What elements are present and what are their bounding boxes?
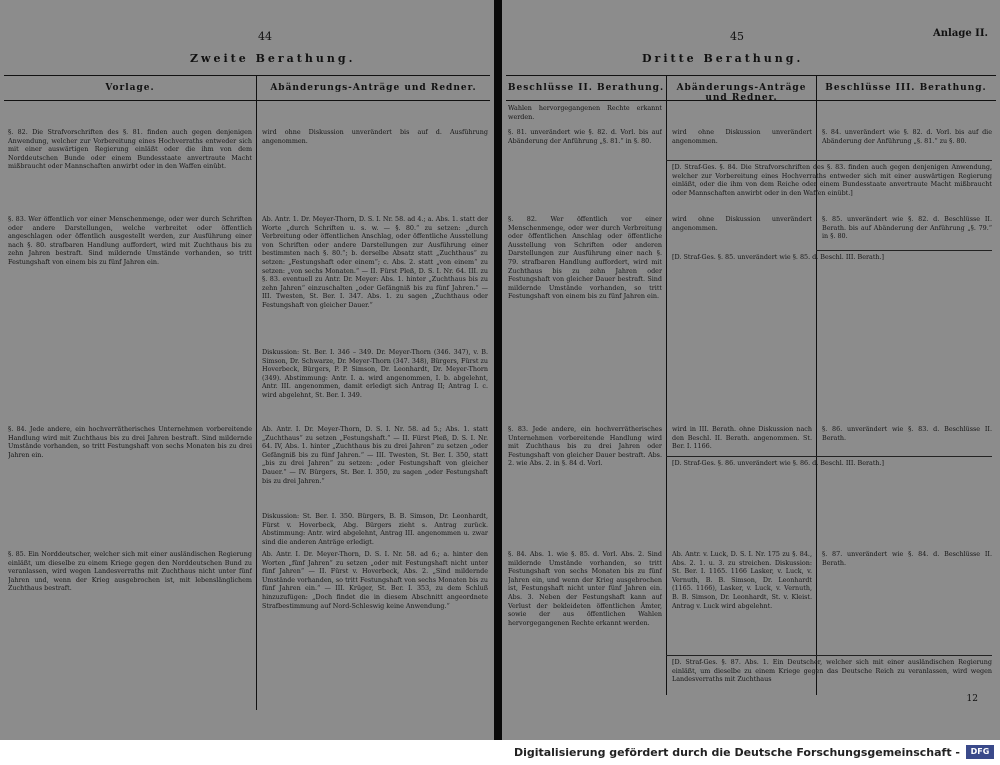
beschluss3-paragraph-86: §. 86. unverändert wie §. 83. d. Beschlüsse II. Berath. — [822, 425, 992, 442]
footnote-straf-ges-86: [D. Straf-Ges. §. 86. unverändert wie §. 86. d. Beschl. III. Berath.] — [672, 459, 885, 467]
column-header-antraege-3: Abänderungs-Anträge und Redner. — [676, 83, 807, 103]
footnote-rule-85 — [816, 250, 992, 251]
header-rule-bottom — [4, 100, 490, 101]
antrag-paragraph-83: Ab. Antr. 1. Dr. Meyer-Thorn, D. S. I. Nr. 58. ad 4.; a. Abs. 1. statt der Worte „durch Schriften u. s. w. — §. 80.“ zu setzen: „durch Verbreitung oder öffentlichen Anschlag, oder öffentliche Ausstellung von Schriften oder andere Darstellungen zur Ausführung einer bestimmten nach §. 80.“; b. derselbe Absatz statt „Zuchthaus“ zu setzen: „Festungshaft oder einem“; c. Abs. 2. statt „von einem“ zu setzen: „von sechs Monaten.“ — II. Fürst Pleß, D. S. I. Nr. 64. III. zu §. 83. eventuell zu Antr. Dr. Meyer: Abs. 1. hinter „Zuchthaus bis zu zehn Jahren“ einzuschalten „oder Gefängniß bis zu fünf Jahren.“ — III. Twesten, St. Ber. I. 347. Abs. 1. zu sagen „Zuchthaus oder Festungshaft von gleicher Dauer.“ — [262, 215, 488, 309]
beschluss3-paragraph-87: §. 87. unverändert wie §. 84. d. Beschlüsse II. Berath. — [822, 550, 992, 567]
antrag-paragraph-82: wird ohne Diskussion unverändert bis auf d. Ausführung angenommen. — [262, 128, 488, 145]
dfg-logo-icon: DFG — [966, 745, 994, 759]
footnote-rule-84 — [666, 160, 992, 161]
footer-credit-text: Digitalisierung gefördert durch die Deutsche Forschungsgemeinschaft - — [513, 746, 960, 759]
footnote-straf-ges-87: [D. Straf-Ges. §. 87. Abs. 1. Ein Deutscher, welcher sich mit einer ausländischen Regierung einläßt, um dieselbe zu einem Kriege gegen das Deutsche Reich zu veranlassen, wird wegen Landesverraths mit Zuchthaus — [672, 658, 992, 684]
footnote-straf-ges-85: [D. Straf-Ges. §. 85. unverändert wie §. 85. d. Beschl. III. Berath.] — [672, 253, 885, 261]
antrag3-paragraph-81: wird ohne Diskussion unverändert angenommen. — [672, 128, 812, 145]
beschluss3-paragraph-84: §. 84. unverändert wie §. 82. d. Vorl. bis auf die Abänderung der Anführung „§. 81.“ zu §. 80. — [822, 128, 992, 145]
column-divider — [256, 75, 257, 710]
right-page-number: 45 — [730, 30, 744, 43]
left-section-title: Zweite Berathung. — [190, 52, 356, 65]
vorlage-paragraph-85: §. 85. Ein Norddeutscher, welcher sich mit einer ausländischen Regierung einläßt, um dieselbe zu einem Kriege gegen den Norddeutschen Bund zu veranlassen, wird wegen Landesverraths mit Zuchthaus nicht unter fünf Jahren und, wenn der Krieg ausgebrochen ist, mit lebenslänglichem Zuchthaus bestraft. — [8, 550, 252, 593]
column-header-antraege: Abänderungs-Anträge und Redner. — [270, 83, 477, 93]
beschluss3-paragraph-85: §. 85. unverändert wie §. 82. d. Beschlüsse II. Berath. bis auf Abänderung der Anführung „§. 79.“ in §. 80. — [822, 215, 992, 241]
vorlage-paragraph-84: §. 84. Jede andere, ein hochverrätherisches Unternehmen vorbereitende Handlung wird mit Zuchthaus bis zu drei Jahren bestraft. Sind mildernde Umstände vorhanden, so tritt Festungshaft von sechs Monaten bis zu drei Jahren ein. — [8, 425, 252, 459]
beschluss2-paragraph-83: §. 83. Jede andere, ein hochverrätherisches Unternehmen vorbereitende Handlung wird mit Zuchthaus bis zu drei Jahren oder Festungshaft von gleicher Dauer bestraft. Abs. 2. wie Abs. 2. in §. 84 d. Vorl. — [508, 425, 662, 468]
beschluss2-paragraph-84: §. 84. Abs. 1. wie §. 85. d. Vorl. Abs. 2. Sind mildernde Umstände vorhanden, so tritt Festungshaft von sechs Monaten bis zu fünf Jahren ein, und wenn der Krieg ausgebrochen ist, Festungshaft nicht unter fünf Jahren ein. Abs. 3. Neben der Festungshaft kann auf Verlust der bekleideten öffentlichen Ämter, sowie der aus öffentlichen Wahlen hervorgegangenen Rechte erkannt werden. — [508, 550, 662, 627]
footnote-straf-ges-84: [D. Straf-Ges. §. 84. Die Strafvorschriften des §. 83. finden auch gegen denjenigen Anwendung, welcher zur Vorbereitung eines Hochverraths entweder sich mit einer auswärtigen Regierung einläßt, oder die ihm von dem Reiche oder einem Bundesstaate anvertraute Macht mißbraucht oder Mannschaften anwirbt oder in den Waffen einübt.] — [672, 163, 992, 197]
header-rule-top-right — [506, 75, 996, 76]
antrag-paragraph-85: Ab. Antr. I. Dr. Meyer-Thorn, D. S. I. Nr. 58. ad 6.; a. hinter den Worten „fünf Jahren“ zu setzen „oder mit Festungshaft nicht unter fünf Jahren“ — II. Fürst v. Hoverbeck, Abs. 2. „Sind mildernde Umstände vorhanden, so tritt Festungshaft von sechs Monaten bis zu fünf Jahren ein.“ — III. Krüger, St. Ber. I. 353, zu dem Schluß hinzuzufügen: „Doch findet die in diesem Abschnitt angeordnete Strafbestimmung auf Nord-Schleswig keine Anwendung.“ — [262, 550, 488, 610]
column-header-beschluesse-3: Beschlüsse III. Berathung. — [825, 83, 987, 93]
column-header-vorlage: Vorlage. — [105, 83, 155, 93]
antrag3-paragraph-84: Ab. Antr. v. Luck, D. S. I. Nr. 175 zu §. 84., Abs. 2. 1. u. 3. zu streichen. Diskussion: St. Ber. I. 1165. 1166 Lasker, v. Luck, v. Vernuth, B. B. Simson, Dr. Leonhardt (1165. 1166), Lasker, v. Luck, v. Vernuth, B. B. Simson, Dr. Leonhardt, St. v. Kleist. Antrag v. Luck wird abgelehnt. — [672, 550, 812, 610]
beschluss2-paragraph-81: §. 81. unverändert wie §. 82. d. Vorl. bis auf Abänderung der Anführung „§. 81.“ in §. 80. — [508, 128, 662, 145]
footnote-rule-87 — [666, 655, 992, 656]
diskussion-paragraph-83: Diskussion: St. Ber. I. 346 – 349. Dr. Meyer-Thorn (346. 347), v. B. Simson, Dr. Schwarze, Dr. Meyer-Thorn (347. 348), Bürgers, Fürst zu Hoverbeck, Bürgers, P. P. Simson, Dr. Leonhardt, Dr. Meyer-Thorn (349). Abstimmung: Antr. I. a. wird angenommen, I. b. abgelehnt, Antr. III. angenommen, damit erledigt sich Antrag II; Antrag I. c. wird abgelehnt, St. Ber. I. 349. — [262, 348, 488, 399]
beschluss2-continuation: Wahlen hervorgegangenen Rechte erkannt werden. — [508, 104, 662, 121]
antrag3-paragraph-83: wird in III. Berath. ohne Diskussion nach den Beschl. II. Berath. angenommen. St. Ber. I. 1166. — [672, 425, 812, 451]
beschluss2-paragraph-82: §. 82. Wer öffentlich vor einer Menschenmenge, oder wer durch Verbreitung oder öffentlichen Anschlag oder öffentliche Ausstellung von Schriften oder anderen Darstellungen zur Ausführung einer nach §. 79. strafbaren Handlung auffordert, wird mit Zuchthaus bis zu zehn Jahren oder Festungshaft von gleicher Dauer bestraft. Sind mildernde Umstände vorhanden, so tritt Festungshaft von einem bis zu fünf Jahren ein. — [508, 215, 662, 301]
header-rule-top — [4, 75, 490, 76]
vorlage-paragraph-83: §. 83. Wer öffentlich vor einer Menschenmenge, oder wer durch Schriften oder andere Darstellungen, welche verbreitet oder öffentlich angeschlagen oder öffentlich ausgestellt werden, zur Ausführung einer nach §. 80. strafbaren Handlung auffordert, wird mit Zuchthaus bis zu zehn Jahren bestraft. Sind mildernde Umstände vorhanden, so tritt Festungshaft von einem bis zu fünf Jahren ein. — [8, 215, 252, 266]
book-gutter — [494, 0, 502, 740]
left-page-number: 44 — [258, 30, 272, 43]
right-page — [502, 0, 1000, 740]
column-divider-right-1 — [666, 75, 667, 695]
antrag-paragraph-84: Ab. Antr. I. Dr. Meyer-Thorn, D. S. I. Nr. 58. ad 5.; Abs. 1. statt „Zuchthaus“ zu setzen „Festungshaft.“ — II. Fürst Pleß, D. S. I. Nr. 64. IV, Abs. 1. hinter „Zuchthaus bis zu drei Jahren“ zu setzen „oder Gefängniß bis zu fünf Jahren.“ — III. Twesten, St. Ber. I. 350, statt „bis zu drei Jahren“ zu setzen: „oder Festungshaft von gleicher Dauer.“ — IV. Bürgers, St. Ber. I. 350, zu sagen „oder Festungshaft bis zu drei Jahren.“ — [262, 425, 488, 485]
diskussion-paragraph-84: Diskussion: St. Ber. I. 350. Bürgers, B. B. Simson, Dr. Leonhardt, Fürst v. Hoverbeck, Abg. Bürgers zieht s. Antrag zurück. Abstimmung: Antr. wird abgelehnt, Antrag III. angenommen u. zwar sind die anderen Anträge erledigt. — [262, 512, 488, 546]
right-section-title: Dritte Berathung. — [642, 52, 804, 65]
antrag3-paragraph-82: wird ohne Diskussion unverändert angenommen. — [672, 215, 812, 232]
annex-label: Anlage II. — [933, 28, 988, 39]
digitization-footer — [0, 740, 1000, 765]
column-header-beschluesse-2: Beschlüsse II. Berathung. — [507, 83, 665, 93]
vorlage-paragraph-82: §. 82. Die Strafvorschriften des §. 81. finden auch gegen denjenigen Anwendung, welcher zur Vorbereitung eines Hochverraths entweder sich mit einer auswärtigen Regierung einläßt oder die ihm von dem Norddeutschen Bunde oder einem Bundesstaate anvertraute Macht mißbraucht oder Mannschaften anwirbt oder in den Waffen einübt. — [8, 128, 252, 171]
footnote-rule-86 — [666, 456, 992, 457]
sheet-number: 12 — [966, 694, 978, 704]
left-page — [0, 0, 494, 740]
